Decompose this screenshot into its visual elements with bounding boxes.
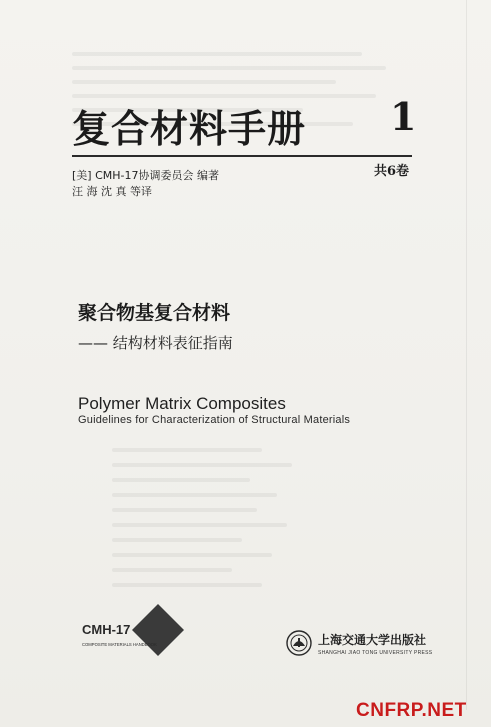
subtitle-chinese-secondary: —— 结构材料表征指南 [78,334,233,352]
subtitle-chinese: 聚合物基复合材料 [78,302,231,324]
cmh17-logo-caption: COMPOSITE MATERIALS HANDBOOK [82,642,157,647]
volume-count: 共6卷 [374,164,410,179]
publisher-name-english: SHANGHAI JIAO TONG UNIVERSITY PRESS [318,650,433,656]
watermark: CNFRP.NET [356,700,467,721]
subtitle-english-secondary: Guidelines for Characterization of Structural Materials [78,414,351,426]
cmh17-logo [80,604,220,656]
author-line: [美] CMH-17协调委员会 编著 [72,169,219,182]
translator-line: 汪 海 沈 真 等译 [72,185,152,198]
publisher-emblem-icon [286,630,312,656]
cmh17-logo-text: CMH-17 [82,622,131,637]
title-divider [72,155,412,157]
publisher-name-chinese: 上海交通大学出版社 [318,633,427,647]
volume-number: 1 [390,94,417,139]
subtitle-english: Polymer Matrix Composites [78,394,286,413]
page-edge-shadow [466,0,467,710]
publisher-logo [286,626,446,666]
cmh17-logo-graphic [80,604,220,656]
bleed-through-lines-bottom [112,448,362,598]
book-title: 复合材料手册 [72,106,307,151]
